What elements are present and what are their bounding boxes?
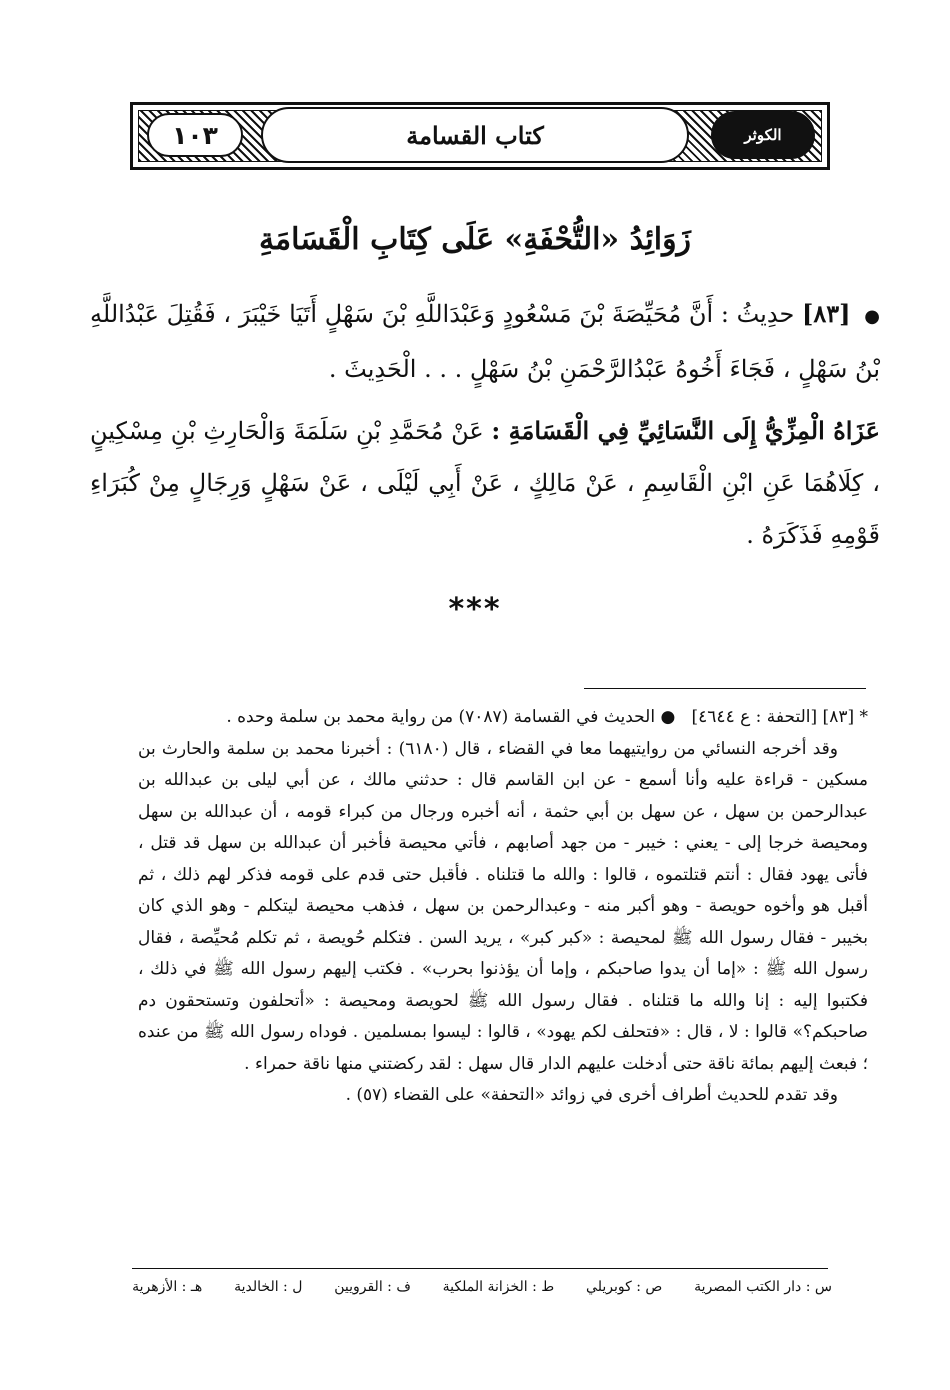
hadith-paragraph bbox=[90, 288, 880, 395]
page-header bbox=[130, 102, 830, 170]
footnote-divider bbox=[584, 688, 866, 689]
footnote-marker: * bbox=[859, 707, 868, 727]
legend-item: هـ : الأزهرية bbox=[132, 1279, 203, 1295]
legend-item: ص : كوبريلي bbox=[586, 1279, 663, 1295]
book-title: كتاب القسامة bbox=[406, 120, 544, 150]
attribution-paragraph bbox=[90, 405, 880, 561]
legend-item: ط : الخزانة الملكية bbox=[442, 1279, 555, 1295]
legend-item: ف : القرويين bbox=[334, 1279, 411, 1295]
footnote-first-line bbox=[138, 702, 868, 734]
hadith-text: حدِيثُ : أَنَّ مُحَيِّصَةَ بْنَ مَسْعُودٍ وَعَبْدَاللَّهِ بْنَ سَهْلٍ أَتَيَا خَيْبَرَ ، فَقُتِلَ عَبْدُاللَّهِ بْنُ سَهْلٍ ، فَجَاءَ أَخُوهُ عَبْدُالرَّحْمَنِ بْنُ سَهْلٍ . . . الْحَدِيثَ . bbox=[90, 300, 880, 383]
publisher-logo bbox=[711, 111, 815, 159]
section-separator: *** bbox=[448, 592, 502, 627]
legend-item: س : دار الكتب المصرية bbox=[694, 1279, 832, 1295]
footnote-line1: الحديث في القسامة (٧٠٨٧) من رواية محمد بن سلمة وحده . bbox=[226, 707, 656, 727]
manuscript-legend bbox=[132, 1272, 832, 1302]
page-number: ١٠٣ bbox=[147, 113, 243, 157]
hadith-number: [٨٣] bbox=[801, 299, 851, 328]
attribution-text: عَنْ مُحَمَّدِ بْنِ سَلَمَةَ وَالْحَارِثِ بْنِ مِسْكِينٍ ، كِلَاهُمَا عَنِ ابْنِ الْقَاسِمِ ، عَنْ مَالِكٍ ، عَنْ أَبِي لَيْلَى ، عَنْ سَهْلٍ وَرِجَالٍ مِنْ كُبَرَاءِ قَوْمِهِ فَذَكَرَهُ . bbox=[90, 417, 880, 549]
footnote-paragraph-2: وقد أخرجه النسائي من روايتيهما معا في القضاء ، قال (٦١٨٠) : أخبرنا محمد بن سلمة والحارث بن مسكين - قراءة عليه وأنا أسمع - عن ابن القاسم قال : حدثني مالك ، عن أبي ليلى بن عبدالله بن عبدالرحمن بن سهل ، عن سهل بن أبي حثمة ، أنه أخبره ورجال من كبراء قومه ، أن عبدالله بن سهل ومحيصة خرجا إلى - يعني : خيبر - من جهد أصابهم ، فأتي محيصة فأخبر أن عبدالله بن سهل قد قتل ، فأتى يهود فقال : أنتم قتلتموه ، قالوا : والله ما قتلناه . فأقبل حتى قدم على قومه فذكر لهم ذلك ، ثم أقبل هو وأخوه حويصة - وهو أكبر منه - وعبدالرحمن بن سهل ، فذهب محيصة ليتكلم - وهو الذي كان بخيبر - فقال رسول الله ﷺ لمحيصة : «كبر كبر» ، يريد السن . فتكلم حُويصة ، ثم تكلم مُحيِّصة ، فقال رسول الله ﷺ : «إما أن يدوا صاحبكم ، وإما أن يؤذنوا بحرب» . فكتب إليهم رسول الله ﷺ في ذلك ، فكتبوا إليه : إنا والله ما قتلناه . فقال رسول الله ﷺ لحويصة ومحيصة : «أتحلفون وتستحقون دم صاحبكم؟» قالوا : لا ، قال : «فتحلف لكم يهود» ، قالوا : ليسوا بمسلمين . فوداه رسول الله ﷺ من عنده ؛ فبعث إليهم بمائة ناقة حتى أدخلت عليهم الدار قال سهل : لقد ركضتني منها ناقة حمراء . bbox=[138, 738, 868, 1074]
attribution-lead: عَزَاهُ الْمِزِّيُّ إِلَى النَّسَائِيِّ فِي الْقَسَامَةِ : bbox=[491, 416, 880, 445]
title-cartouche bbox=[261, 107, 689, 163]
legend-item: ل : الخالدية bbox=[234, 1279, 303, 1295]
logo-text: الكوثر bbox=[744, 126, 782, 144]
bullet-icon: ● bbox=[864, 306, 880, 327]
footnote-ref: [التحفة : ع ٤٦٤٤] bbox=[691, 707, 818, 727]
section-heading: زَوَائِدُ «التُّحْفَةِ» عَلَى كِتَابِ الْقَسَامَةِ bbox=[258, 222, 692, 257]
footnote bbox=[138, 702, 868, 1112]
footnote-bullet-icon: ● bbox=[660, 707, 676, 727]
footnote-number: [٨٣] bbox=[822, 707, 855, 727]
legend-divider bbox=[132, 1268, 828, 1269]
footnote-paragraph-3: وقد تقدم للحديث أطراف أخرى في زوائد «التحفة» على القضاء (٥٧) . bbox=[345, 1085, 838, 1105]
